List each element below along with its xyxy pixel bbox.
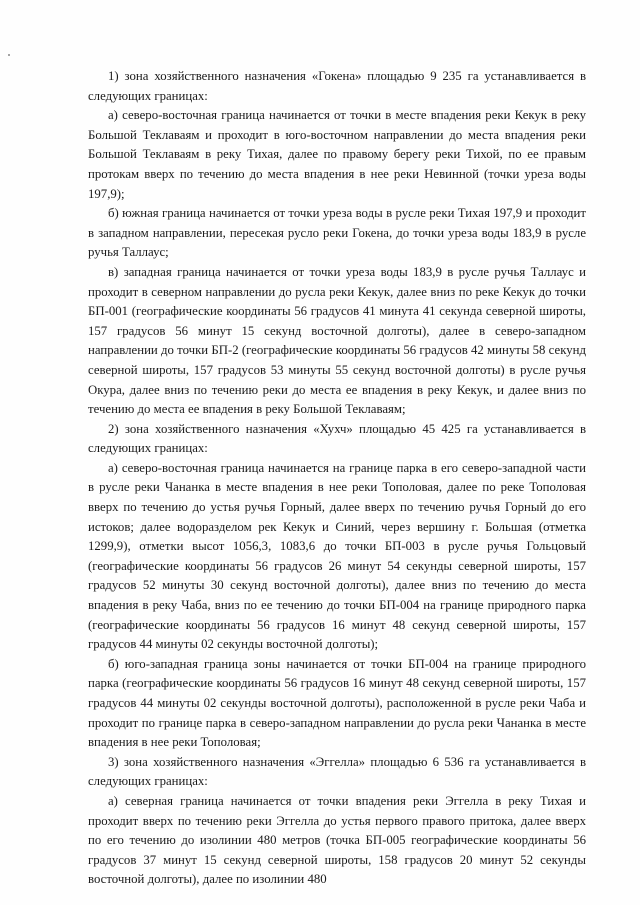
- paragraph-zone-1-intro: 1) зона хозяйственного назначения «Гокена» площадью 9 235 га устанавливается в следующих границах:: [88, 69, 586, 103]
- paragraph-zone-1-west: в) западная граница начинается от точки уреза воды 183,9 в русле ручья Таллаус и проходит в северном направлении до русла реки Кекук, далее вниз по реке Кекук до точки БП-001 (географические координаты 56 градусов 41 минута 41 секунда северной широты, 157 градусов 56 минут 15 секунд восточной долготы), далее в северо-западном направлении до точки БП-2 (географические координаты 56 градусов 42 минуты 58 секунд северной широты, 157 градусов 53 минуты 55 секунд восточной долготы) в русле ручья Окура, далее вниз по течению реки до места ее впадения в реку Кекук, и далее вниз по течению до места ее впадения в реку Большой Теклаваям;: [88, 264, 586, 417]
- scan-speck: [8, 54, 10, 56]
- paragraph-zone-1-south: б) южная граница начинается от точки уреза воды в русле реки Тихая 197,9 и проходит в западном направлении, пересекая русло реки Гокена, до точки уреза воды 183,9 в русле ручья Таллаус;: [88, 206, 586, 260]
- paragraph-zone-1-northeast: а) северо-восточная граница начинается от точки в месте впадения реки Кекук в реку Большой Теклаваям и проходит в юго-восточном направлении до места впадения реки Большой Теклаваям в реку Тихая, далее по правому берегу реки Тихой, по ее правым протокам вверх по течению до места впадения в нее реки Невинной (точки уреза воды 197,9);: [88, 108, 586, 201]
- paragraph-zone-2-intro: 2) зона хозяйственного назначения «Хухч» площадью 45 425 га устанавливается в следующих границах:: [88, 421, 586, 456]
- paragraph-zone-3-intro: 3) зона хозяйственного назначения «Эггелла» площадью 6 536 га устанавливается в следующих границах:: [88, 754, 586, 789]
- paragraph-zone-2-southwest: б) юго-западная граница зоны начинается от точки БП-004 на границе природного парка (географические координаты 56 градусов 16 минут 48 секунд северной широты, 157 градусов 44 минуты 02 секунды восточной долготы), расположенной в русле реки Чаба и проходит по границе парка в северо-западном направлении до русла реки Чананка в месте впадения в нее реки Тополовая;: [88, 656, 586, 750]
- document-body: [88, 67, 586, 890]
- paragraph-zone-2-northeast: а) северо-восточная граница начинается на границе парка в его северо-западной части в русле реки Чананка в месте впадения в нее реки Тополовая, далее по реке Тополовая вверх по течению до устья ручья Горный, далее вверх по течению ручья Горный до его истоков; далее водоразделом рек Кекук и Синий, через вершину г. Большая (отметка 1299,9), отметки высот 1056,3, 1083,6 до точки БП-003 в русле ручья Гольцовый (географические координаты 56 градусов 26 минут 54 секунды северной широты, 157 градусов 52 минуты 30 секунд восточной долготы), далее вниз по течению до места впадения в реку Чаба, вниз по ее течению до точки БП-004 на границе природного парка (географические координаты 56 градусов 16 минут 48 секунд северной широты, 157 градусов 44 минуты 02 секунды восточной долготы);: [88, 460, 586, 652]
- paragraph-zone-3-north: а) северная граница начинается от точки впадения реки Эггелла в реку Тихая и проходит вверх по течению реки Эггелла до устья первого правого притока, далее вверх по его течению до изолинии 480 метров (точка БП-005 географические координаты 56 градусов 37 минут 15 секунд северной широты, 158 градусов 20 минут 52 секунды восточной долготы), далее по изолинии 480: [88, 793, 586, 887]
